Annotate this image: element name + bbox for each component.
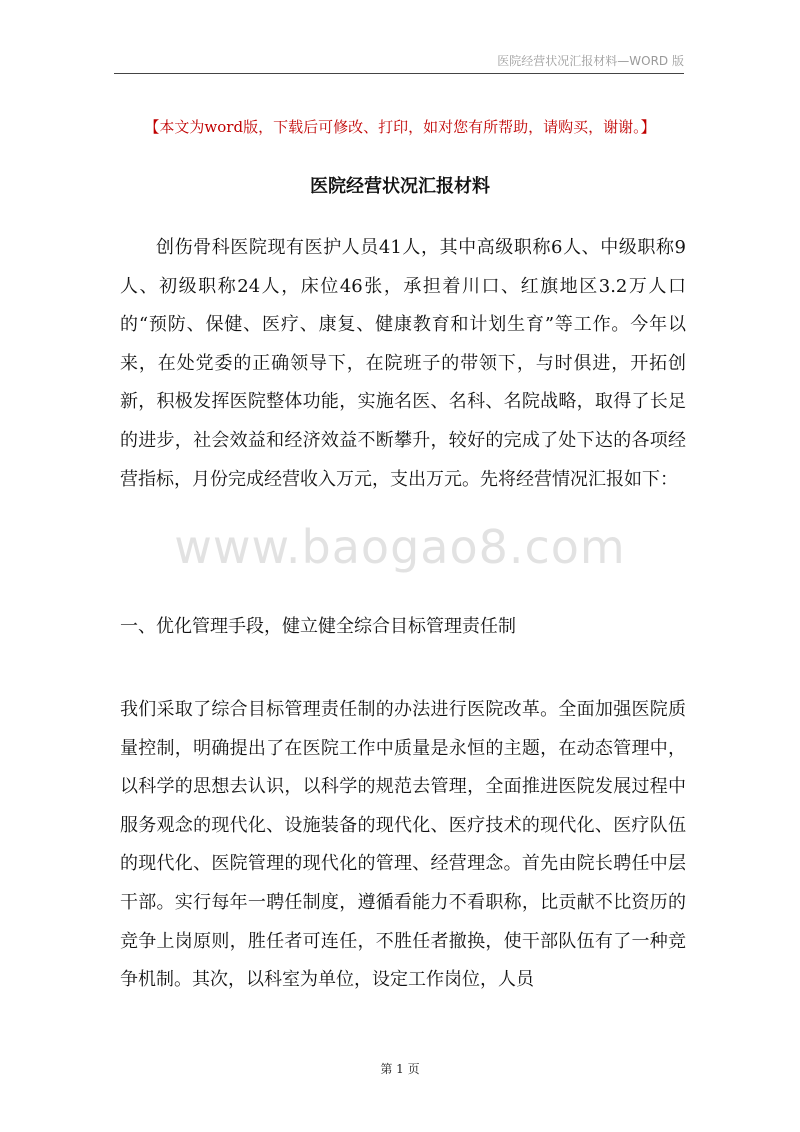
document-title: 医院经营状况汇报材料 bbox=[310, 176, 490, 197]
page-number: 第 1 页 bbox=[380, 1062, 420, 1076]
section-heading: 一、优化管理手段，健立健全综合目标管理责任制 bbox=[120, 616, 516, 637]
site-watermark: www.baogao8.com bbox=[174, 520, 626, 574]
header-divider bbox=[114, 73, 684, 74]
running-header: 医院经营状况汇报材料—WORD 版 bbox=[497, 54, 684, 68]
intro-paragraph: 创伤骨科医院现有医护人员41人，其中高级职称6人、中级职称9人、初级职称24人，床位46张，承担着川口、红旗地区3.2万人口的“预防、保健、医疗、康复、健康教育和计划生育”等工作。今年以来，在处党委的正确领导下，在院班子的带领下，与时俱进，开拓创新，积极发挥医院整体功能，实施名医、名科、名院战略，取得了长足的进步，社会效益和经济效益不断攀升，较好的完成了处下达的各项经营指标，月份完成经营收入万元，支出万元。先将经营情况汇报如下： bbox=[120, 237, 686, 490]
body-paragraph: 我们采取了综合目标管理责任制的办法进行医院改革。全面加强医院质量控制，明确提出了在医院工作中质量是永恒的主题，在动态管理中，以科学的思想去认识，以科学的规范去管理，全面推进医院发展过程中服务观念的现代化、设施装备的现代化、医疗技术的现代化、医疗队伍的现代化、医院管理的现代化的管理、经营理念。首先由院长聘任中层干部。实行每年一聘任制度，遵循看能力不看职称，比贡献不比资历的竞争上岗原则，胜任者可连任，不胜任者撤换，使干部队伍有了一种竞争机制。其次，以科室为单位，设定工作岗位，人员 bbox=[120, 699, 686, 991]
purchase-notice: 【本文为word版，下载后可修改、打印，如对您有所帮助，请购买，谢谢。】 bbox=[144, 118, 656, 136]
